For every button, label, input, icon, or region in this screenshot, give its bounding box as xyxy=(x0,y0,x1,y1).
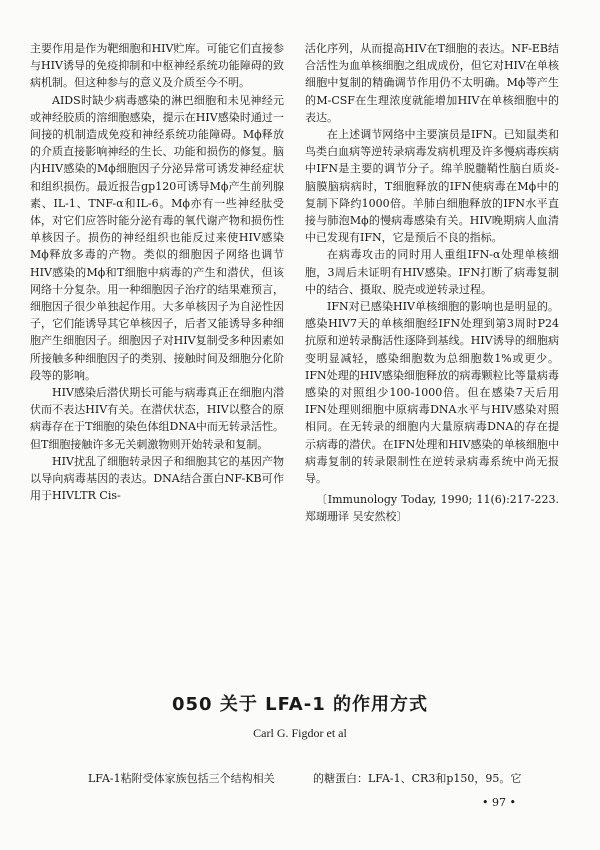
left-column xyxy=(30,40,284,504)
bottom-right-text: 的糖蛋白：LFA-1、CR3和p150，95。它 xyxy=(313,772,522,785)
paragraph: HIV扰乱了细胞转录因子和细胞其它的基因产物以导向病毒基因的表达。DNA结合蛋白NF-KB可作用于HIVLTR Cis- xyxy=(30,454,284,503)
paragraph: 活化序列，从而提高HIV在T细胞的表达。NF-EB结合活性为血单核细胞之组成成份，但它对HIV在单核细胞中复制的精确调节作用仍不太明确。Mϕ等产生的M-CSF在生理浓度就能增加HIV在单核细胞中的表达。 xyxy=(305,42,559,124)
citation: 〔Immunology Today, 1990; 11(6):217-223. 郑瑚珊译 吴安然校〕 xyxy=(305,493,559,524)
paragraph: AIDS时缺少病毒感染的淋巴细胞和未见神经元或神经胶质的溶细胞感染，提示在HIV感染时通过一间接的机制造成免疫和神经系统功能障碍。Mϕ释放的介质直接影响神经的生长、功能和损伤的修复。脑内HIV感染的Mϕ细胞因子分泌异常可诱发神经症状和组织损伤。最近报告gp120可诱导Mϕ产生前列腺素、IL-1、TNF-α和IL-6。Mϕ亦有一些神经肽受体，对它们应答时能分泌有毒的氧代谢产物和损伤性单核因子。损伤的神经组织也能反过来使HIV感染Mϕ释放多毒的产物。类似的细胞因子网络也调节HIV感染的Mϕ和T细胞中病毒的产生和潜伏，但该网络十分复杂。用一种细胞因子治疗的结果难预言，细胞因子很少单独起作用。大多单核因子为自泌性因子，它们能诱导其它单核因子，后者又能诱导多种细胞产生细胞因子。细胞因子对HIV复制受多种因素如所接触多种细胞因子的类别、接触时间及细胞分化阶段等的影响。 xyxy=(30,93,284,382)
page-number: • 97 • xyxy=(482,796,516,809)
right-column xyxy=(305,40,559,526)
authors: Carl G. Figdor et al xyxy=(253,726,347,740)
paragraph: HIV感染后潜伏期长可能与病毒真正在细胞内潜伏而不表达HIV有关。在潜伏状态，HIV以整合的原病毒存在于T细胞的染色体组DNA中而无转录活性。但T细胞接触许多无关刺激物则开始转录和复制。 xyxy=(30,386,284,451)
bottom-left-text: LFA-1粘附受体家族包括三个结构相关 xyxy=(88,772,275,785)
paragraph: 在病毒攻击的同时用人重组IFN-α处理单核细胞，3周后未证明有HIV感染。IFN打断了病毒复制中的结合、摄取、脱壳或逆转录过程。 xyxy=(305,248,559,296)
paragraph: 主要作用是作为靶细胞和HIV贮库。可能它们直接参与HIV诱导的免疫抑制和中枢神经系统功能障碍的致病机制。但这种参与的意义及介质至今不明。 xyxy=(30,42,284,90)
article-title: 050 关于 LFA-1 的作用方式 xyxy=(172,694,428,715)
paragraph: IFN对已感染HIV单核细胞的影响也是明显的。感染HIV7天的单核细胞经IFN处理到第3周时P24抗原和逆转录酶活性逐降到基线。HIV诱导的细胞病变明显减轻，感染细胞数为总细胞数1%或更少。IFN处理的HIV感染细胞释放的病毒颗粒比等量病毒感染的对照组少100-1000倍。但在感染7天后用IFN处理则细胞中原病毒DNA水平与HIV感染对照相同。在无转录的细胞内大量原病毒DNA的存在提示病毒的潜伏。在IFN处理和HIV感染的单核细胞中病毒复制的转录限制性在逆转录病毒系统中尚无报导。 xyxy=(305,300,559,486)
paragraph: 在上述调节网络中主要演员是IFN。已知鼠类和鸟类白血病等逆转录病毒发病机理及许多慢病毒疾病中IFN是主要的调节分子。绵羊脱髓鞘性脑白质炎-脑膜脑病病时，T细胞释放的IFN使病毒在Mϕ中的复制下降约1000倍。羊肺白细胞释放的IFN水平直接与肺泡Mϕ的慢病毒感染有关。HIV晚期病人血清中已发现有IFN，它是预后不良的指标。 xyxy=(305,128,559,245)
